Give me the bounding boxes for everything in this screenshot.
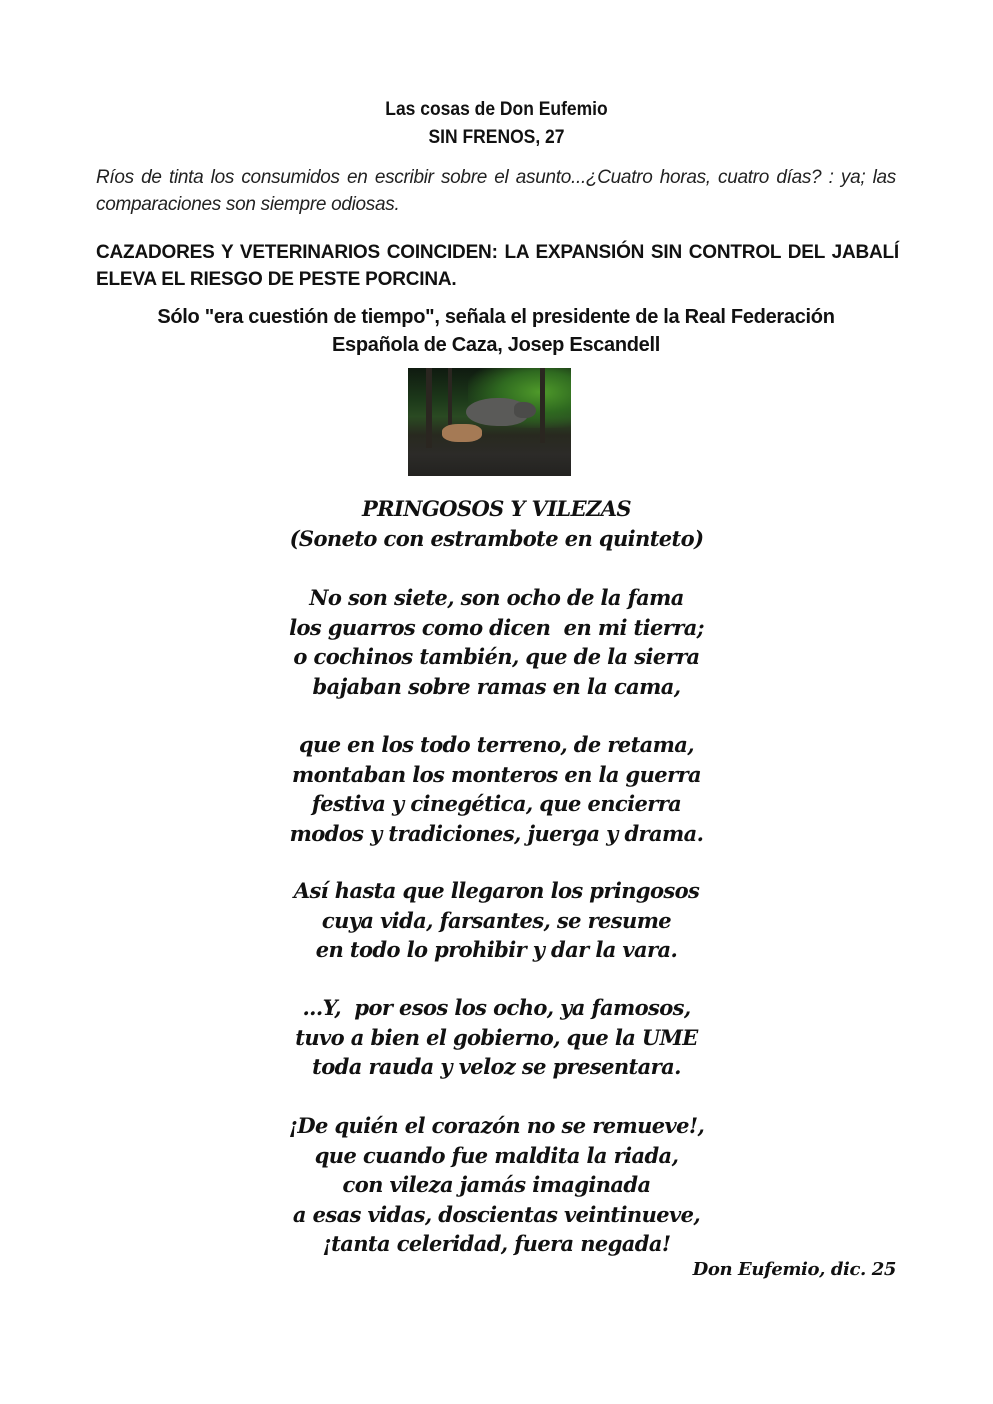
poem-line: modos y tradiciones, juerga y drama. <box>289 820 704 846</box>
poem-line: con vileza jamás imaginada <box>342 1172 651 1197</box>
poem-line: festiva y cinegética, que encierra <box>311 791 682 816</box>
poem-line: ¡De quién el corazón no se remueve!, <box>288 1113 705 1138</box>
poem-line: montaban los monteros en la guerra <box>291 761 702 787</box>
poem-line: que en los todo terreno, de retama, <box>298 732 695 757</box>
column-subtitle: SIN FRENOS, 27 <box>428 127 565 148</box>
wild-boar-photo <box>408 368 571 476</box>
poem-line: Así hasta que llegaron los pringosos <box>293 878 700 903</box>
intro-paragraph: Ríos de tinta los consumidos en escribir sobre el asunto...¿Cuatro horas, cuatro días? : ya; las comparaciones son siempre odiosas. <box>96 167 896 215</box>
poem-line: que cuando fue maldita la riada, <box>314 1142 679 1168</box>
poem-stanza-estrambote <box>0 1111 993 1259</box>
poem-line: tuvo a bien el gobierno, que la UME <box>295 1024 698 1050</box>
poem-line: toda rauda y veloz se presentara. <box>312 1054 681 1079</box>
photo-tree <box>540 368 545 443</box>
news-subheadline <box>96 303 896 359</box>
poem-stanza-1 <box>0 583 993 701</box>
poem-stanza-3 <box>0 876 993 965</box>
poem-line: a esas vidas, doscientas veintinueve, <box>292 1201 701 1227</box>
poem-subtitle: (Soneto con estrambote en quinteto) <box>289 526 704 551</box>
poem-line: ...Y, por esos los ocho, ya famosos, <box>302 995 691 1020</box>
poem-stanza-4 <box>0 993 993 1082</box>
poem-line: cuya vida, farsantes, se resume <box>321 907 672 933</box>
poem-stanza-2 <box>0 730 993 848</box>
poem-line: bajaban sobre ramas en la cama, <box>312 673 681 699</box>
subhead-line: Sólo "era cuestión de tiempo", señala el presidente de la Real Federación <box>157 306 835 328</box>
subhead-line: Española de Caza, Josep Escandell <box>331 334 660 356</box>
news-headline: CAZADORES Y VETERINARIOS COINCIDEN: LA EXPANSIÓN SIN CONTROL DEL JABALÍ ELEVA EL RIESGO DE PESTE PORCINA. <box>96 242 899 290</box>
column-title: Las cosas de Don Eufemio <box>385 99 608 120</box>
photo-boar-head <box>514 402 536 418</box>
poem-line: No son siete, son ocho de la fama <box>309 585 684 610</box>
poem-line: ¡tanta celeridad, fuera negada! <box>322 1231 671 1256</box>
poem-line: en todo lo prohibir y dar la vara. <box>315 937 678 962</box>
photo-tree <box>426 368 432 448</box>
photo-piglets <box>442 424 482 442</box>
poem-title: PRINGOSOS Y VILEZAS <box>361 496 631 521</box>
poem-signature: Don Eufemio, dic. 25 <box>692 1259 896 1280</box>
poem-line: o cochinos también, que de la sierra <box>293 644 700 669</box>
poem-line: los guarros como dicen en mi tierra; <box>289 614 704 640</box>
